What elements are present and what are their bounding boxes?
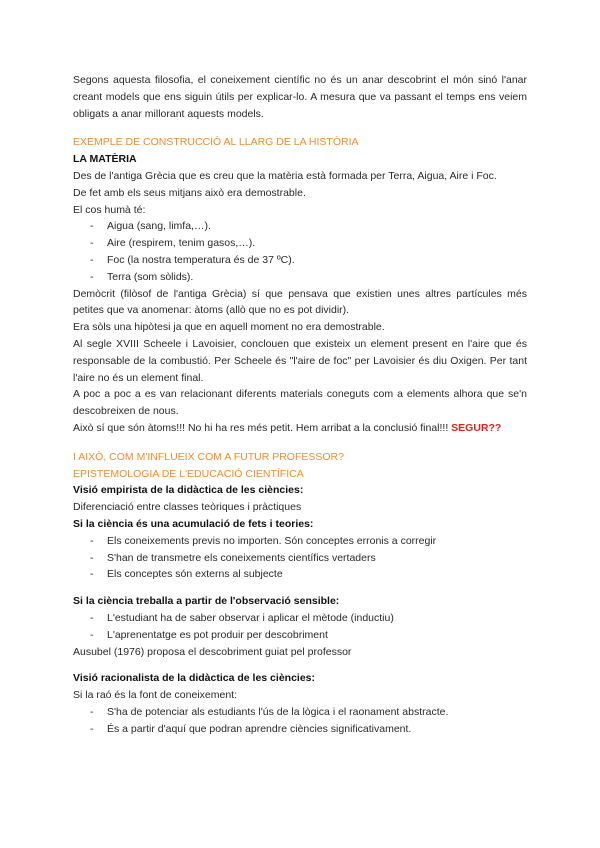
list-item: - L'estudiant ha de saber observar i aplicar el mètode (inductiu) [73, 610, 527, 627]
intro-paragraph: Segons aquesta filosofia, el coneixement científic no és un anar descobrint el món sinó l'anar creant models que ens siguin útils per explicar-lo. A mesura que va passant el temps ens veiem obligats a anar millorant aquests models. [73, 74, 527, 120]
section-heading-epistemology: EPISTEMOLOGIA DE L'EDUCACIÓ CIENTÍFICA [73, 467, 304, 480]
question-highlight: SEGUR?? [451, 421, 502, 434]
empirical-title: Visió empirista de la didàctica de les ciències: [73, 484, 304, 497]
list-item: - Aigua (sang, limfa,…). [73, 218, 527, 235]
hypothesis-line: Era sòls una hipòtesi ja que en aquell moment no era demostrable. [73, 321, 385, 334]
list-item: - És a partir d'aquí que podran aprendre ciències significativament. [73, 721, 527, 738]
text-line: Des de l'antiga Grècia que es creu que la matèria està formada per Terra, Aigua, Aire i Foc. [73, 169, 497, 182]
rationalist-list [73, 704, 527, 738]
accumulation-title: Si la ciència és una acumulació de fets i teories: [73, 517, 314, 530]
body-elements-list [73, 218, 527, 285]
ausubel-line: Ausubel (1976) proposa el descobriment guiat pel professor [73, 645, 352, 658]
observation-list [73, 610, 527, 644]
democritus-paragraph: Demòcrit (filòsof de l'antiga Grècia) sí que pensava que existien unes altres partícules més petites que va anomenar: àtoms (allò que no es pot dividir). [73, 287, 527, 317]
text-line: Diferenciació entre classes teòriques i pràctiques [73, 501, 302, 514]
text-line: Si la raó és la font de coneixement: [73, 689, 238, 702]
atoms-text: Això sí que són àtoms!!! No hi ha res més petit. Hem arribat a la conclusió final!!! [73, 421, 452, 434]
list-item: - Aire (respirem, tenim gasos,…). [73, 235, 527, 252]
subheading-matter: LA MATÈRIA [73, 153, 137, 166]
elements-paragraph: A poc a poc a es van relacionant diferents materials coneguts com a elements alhora que se'n descobreixen de nous. [73, 388, 527, 418]
list-item: - Els conceptes són externs al subjecte [73, 566, 527, 583]
rationalist-title: Visió racionalista de la didàctica de les ciències: [73, 672, 316, 685]
list-item: - Els coneixements previs no importen. Són conceptes erronis a corregir [73, 533, 527, 550]
text-line: De fet amb els seus mitjans això era demostrable. [73, 186, 306, 199]
lavoisier-paragraph: Al segle XVIII Scheele i Lavoisier, conclouen que existeix un element present en l'aire que és responsable de la combustió. Per Scheele és "l'aire de foc" per Lavoisier és diu Oxigen. Per tant l'aire no és un element final. [73, 337, 527, 384]
document-page [73, 72, 527, 737]
atoms-line [73, 420, 527, 437]
observation-title: Si la ciència treballa a partir de l'observació sensible: [73, 595, 340, 608]
list-item: - Foc (la nostra temperatura és de 37 ºC). [73, 252, 527, 269]
accumulation-list [73, 533, 527, 583]
list-item: - S'han de transmetre els coneixements científics vertaders [73, 550, 527, 567]
section-heading-teacher: I AIXÒ, COM M'INFLUEIX COM A FUTUR PROFESSOR? [73, 450, 344, 463]
list-item: - Terra (som sòlids). [73, 269, 527, 286]
list-item: - S'ha de potenciar als estudiants l'ús de la lògica i el raonament abstracte. [73, 704, 527, 721]
list-item: - L'aprenentatge es pot produir per descobriment [73, 627, 527, 644]
section-heading-history: EXEMPLE DE CONSTRUCCIÓ AL LLARG DE LA HISTÒRIA [73, 136, 359, 149]
text-line: El cos humà té: [73, 203, 146, 216]
